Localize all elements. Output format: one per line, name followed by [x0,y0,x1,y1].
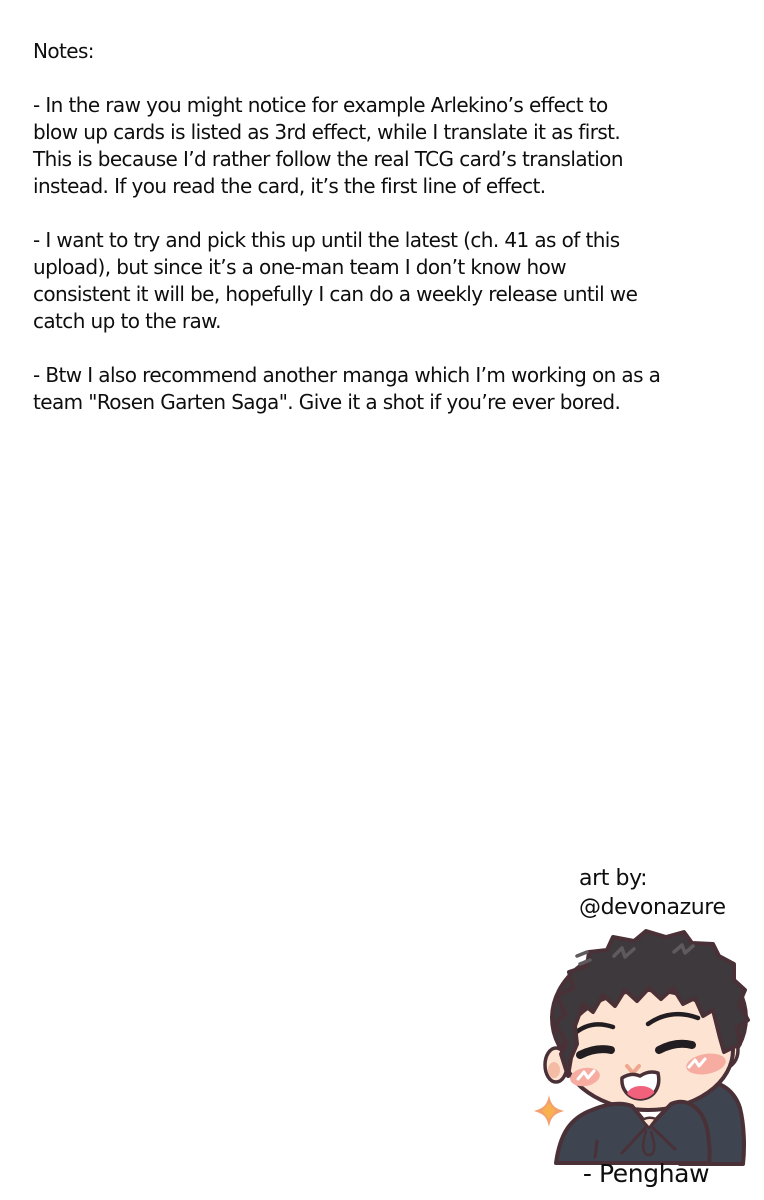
note-line: - In the raw you might notice for example Arlekino’s effect to [33,93,608,117]
note-line: - I want to try and pick this up until the latest (ch. 41 as of this [33,228,620,252]
note-line: - Btw I also recommend another manga which I’m working on as a [33,363,661,387]
note-line: upload), but since it’s a one-man team I don’t know how [33,255,567,279]
notes-title: Notes: [33,39,94,63]
art-credit-label: art by: [579,866,648,891]
sparkle-icon-core [543,1103,556,1119]
translator-signature: - Penghaw [582,1159,710,1188]
chibi-hoodie-front [556,1102,710,1163]
note-line: This is because I’d rather follow the real TCG card’s translation [33,147,623,171]
note-paragraph [33,227,660,335]
note-line: consistent it will be, hopefully I can do a weekly release until we [33,282,638,306]
chibi-avatar-illustration [528,926,763,1166]
translator-notes [33,38,660,416]
chibi-left-ear-shadow [548,1062,560,1078]
note-paragraph [33,92,660,200]
note-paragraph [33,362,660,416]
note-line: team "Rosen Garten Saga". Give it a shot if you’re ever bored. [33,390,621,414]
artist-handle: @devonazure [579,895,726,920]
note-line: catch up to the raw. [33,309,221,333]
note-line: blow up cards is listed as 3rd effect, while I translate it as first. [33,120,621,144]
art-credit [579,864,726,922]
note-line: instead. If you read the card, it’s the first line of effect. [33,174,546,198]
